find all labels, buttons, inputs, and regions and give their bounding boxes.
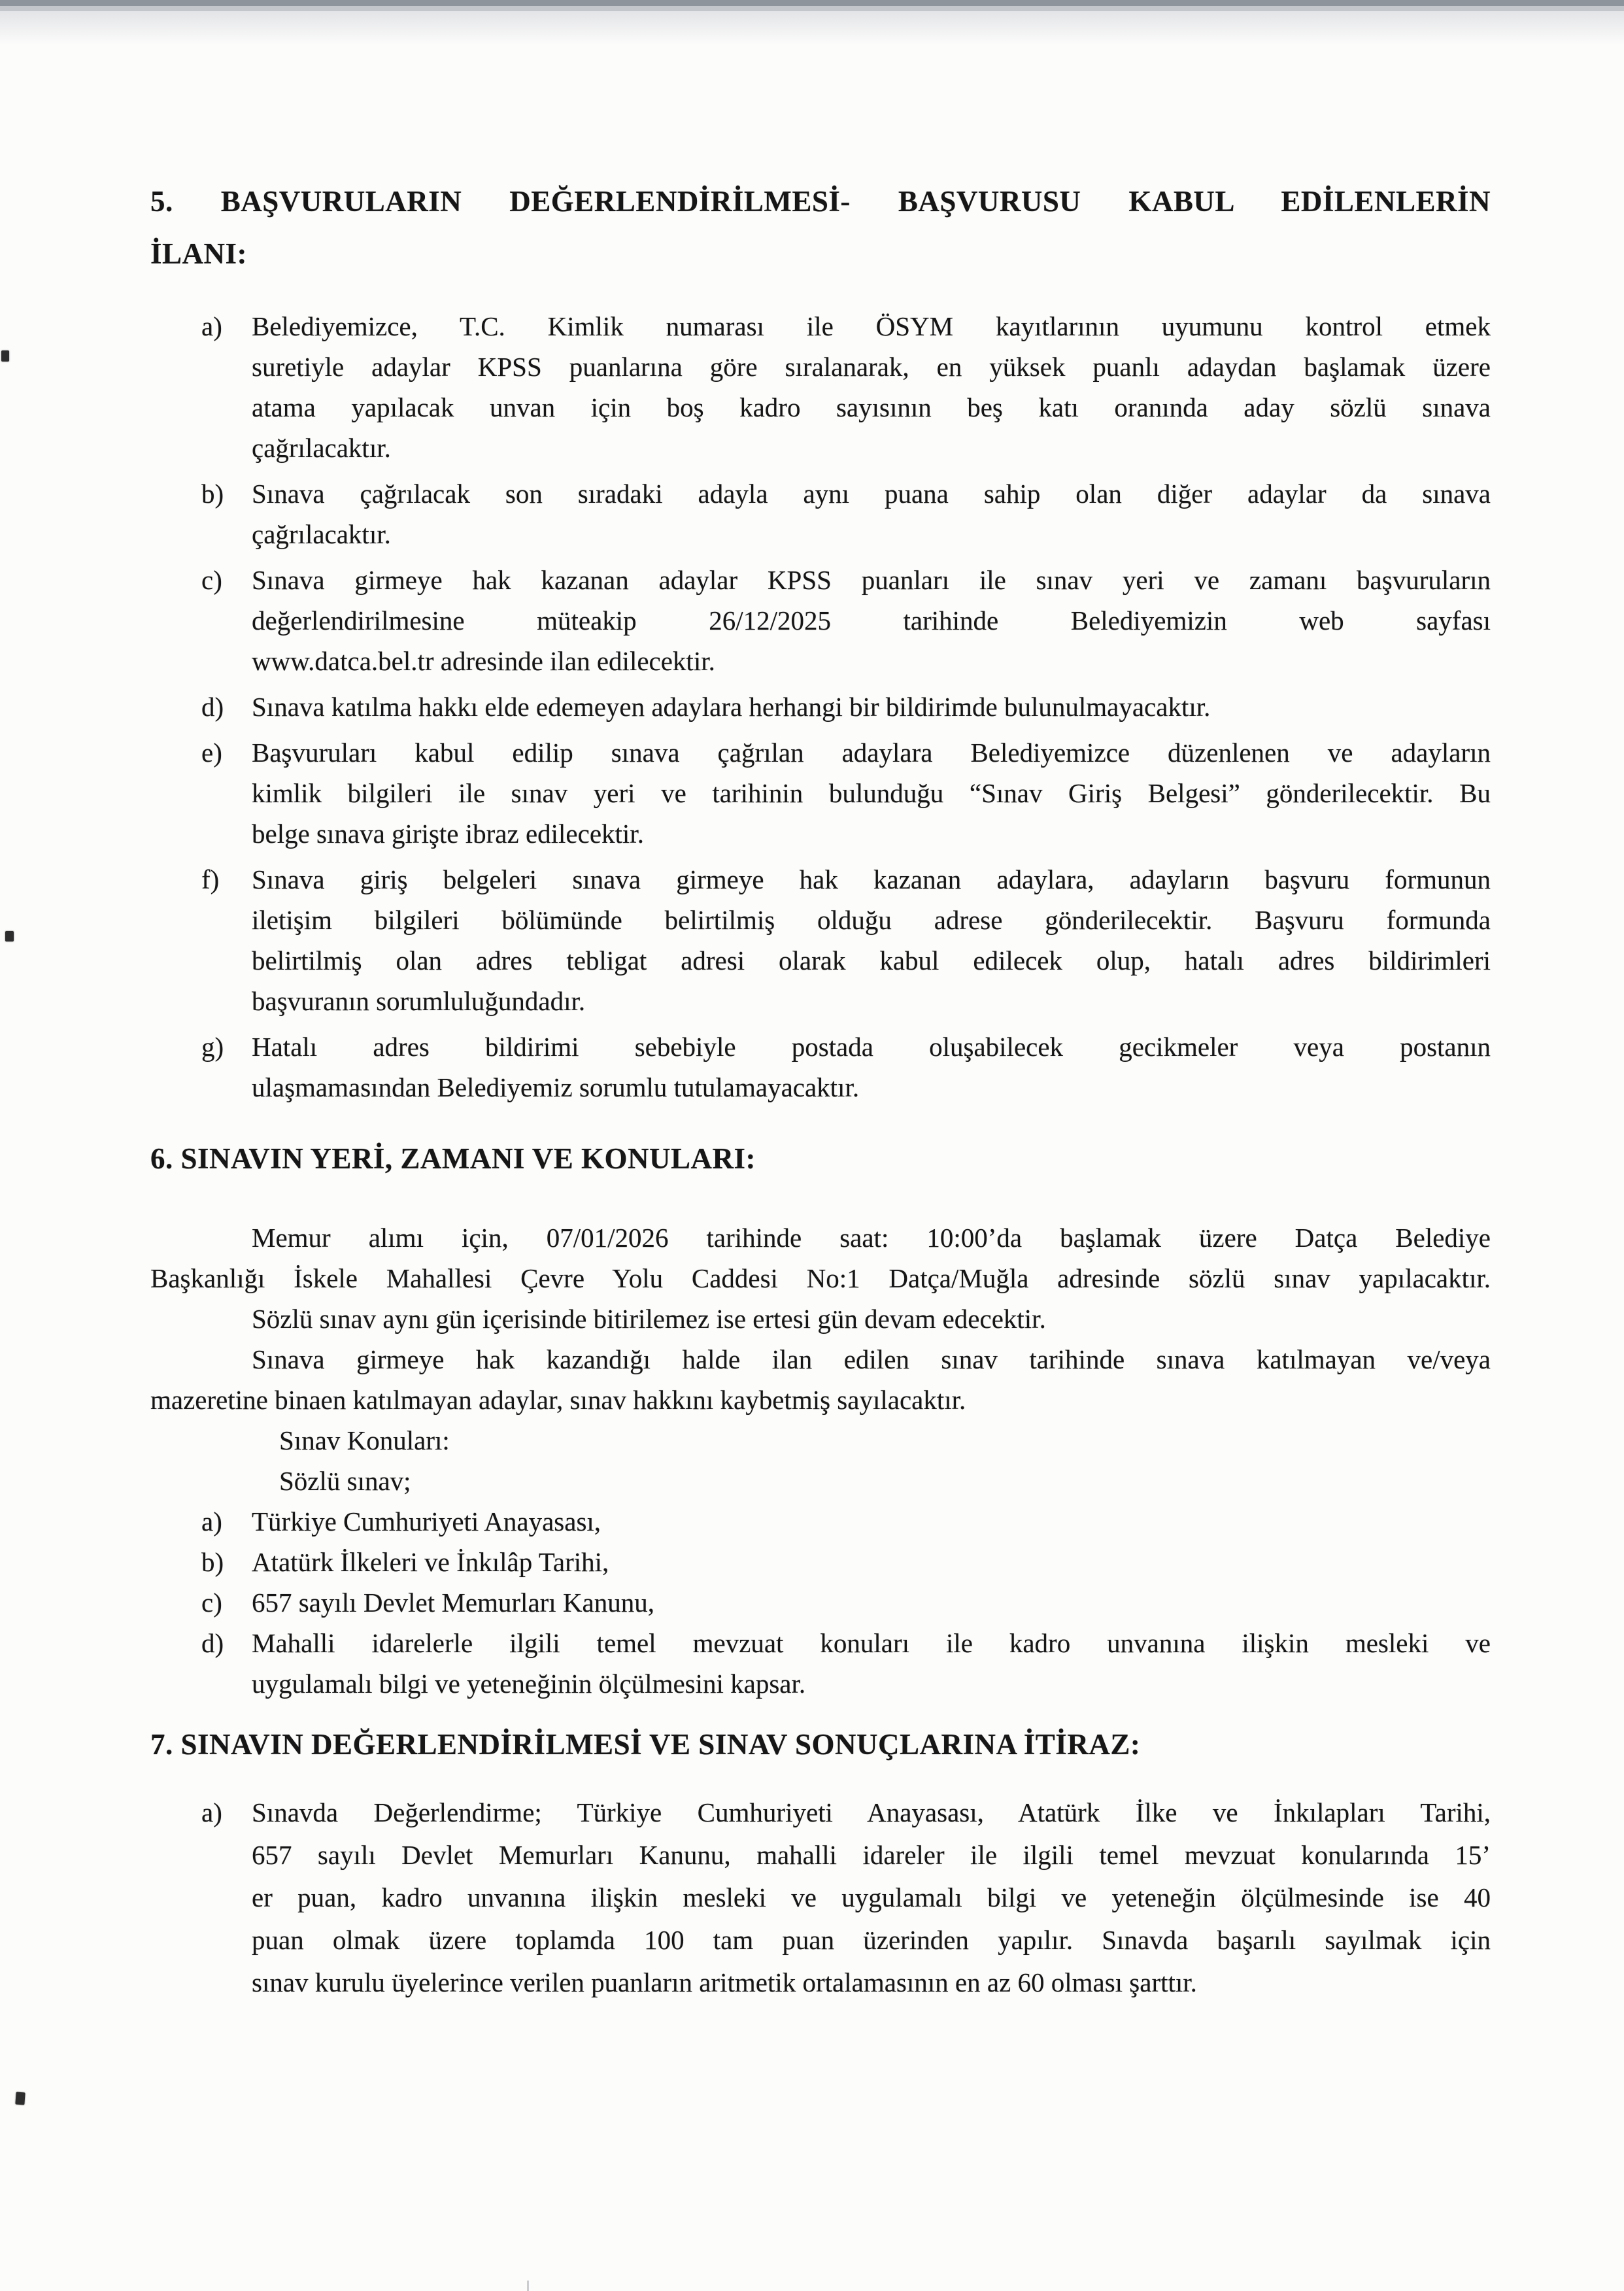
text-line: uygulamalı bilgi ve yeteneğinin ölçülmesini kapsar. — [252, 1669, 806, 1699]
list-item-d — [201, 687, 1491, 727]
text-line: er puan, kadro unvanına ilişkin mesleki ve uygulamalı bilgi ve yeteneğin ölçülmesinde ise 40 — [252, 1882, 1491, 1912]
section-applications-evaluation — [150, 175, 1491, 1108]
text-line: atama yapılacak unvan için boş kadro sayısının beş katı oranında aday sözlü sınava — [252, 392, 1491, 422]
section-6-heading: 6. SINAVIN YERİ, ZAMANI VE KONULARI: — [150, 1142, 756, 1175]
list-item-g — [201, 1027, 1491, 1108]
list-item-a — [201, 1791, 1491, 2004]
document-body — [150, 175, 1491, 2009]
section-exam-place-time-subjects — [150, 1113, 1491, 1704]
text-line: 657 sayılı Devlet Memurları Kanunu, — [252, 1587, 655, 1618]
item-label: a) — [201, 311, 222, 341]
text-line: iletişim bilgileri bölümünde belirtilmiş olduğu adrese gönderilecektir. Başvuru formunda — [252, 905, 1491, 935]
list-item-a — [201, 306, 1491, 468]
text-line: Sözlü sınav aynı gün içerisinde bitirilemez ise ertesi gün devam edecektir. — [252, 1304, 1046, 1334]
text-line: Hatalı adres bildirimi sebebiyle postada oluşabilecek gecikmeler veya postanın — [252, 1032, 1491, 1062]
paragraph — [150, 1217, 1491, 1298]
section-7-heading: 7. SINAVIN DEĞERLENDİRİLMESİ VE SINAV SONUÇLARINA İTİRAZ: — [150, 1728, 1141, 1761]
text-line: başvuranın sorumluluğundadır. — [252, 986, 586, 1016]
text-line: 657 sayılı Devlet Memurları Kanunu, mahalli idareler ile ilgili temel mevzuat konularında 15’ — [252, 1840, 1491, 1870]
list-item-c — [201, 1582, 1491, 1623]
section-exam-evaluation-objection — [150, 1704, 1491, 2004]
item-label: e) — [201, 738, 222, 768]
text-line: Sınava girmeye hak kazanan adaylar KPSS puanları ile sınav yeri ve zamanı başvuruların — [252, 565, 1491, 595]
text-line-website: www.datca.bel.tr adresinde ilan edilecektir. — [252, 646, 715, 676]
item-label: a) — [201, 1797, 222, 1827]
item-label: d) — [201, 1628, 224, 1658]
scanner-edge-band — [0, 0, 1624, 6]
text-line: değerlendirilmesine müteakip 26/12/2025 tarihinde Belediyemizin web sayfası — [252, 605, 1491, 636]
scan-speck — [5, 931, 14, 942]
text-line: kimlik bilgileri ile sınav yeri ve tarihinin bulunduğu “Sınav Giriş Belgesi” gönderilecektir. Bu — [252, 778, 1491, 808]
text-line: Belediyemizce, T.C. Kimlik numarası ile ÖSYM kayıtlarının uyumunu kontrol etmek — [252, 311, 1491, 341]
list-item-e — [201, 732, 1491, 854]
subheading-oral-exam: Sözlü sınav; — [279, 1466, 411, 1496]
list-item-c — [201, 560, 1491, 681]
list-item-a — [201, 1501, 1491, 1542]
text-line: sınav kurulu üyelerince verilen puanların aritmetik ortalamasının en az 60 olması şarttır. — [252, 1967, 1197, 1997]
paragraph — [150, 1298, 1491, 1339]
text-line: Mahalli idarelerle ilgili temel mevzuat konuları ile kadro unvanına ilişkin mesleki ve — [252, 1628, 1491, 1658]
text-line: Memur alımı için, 07/01/2026 tarihinde saat: 10:00’da başlamak üzere Datça Belediye — [252, 1223, 1491, 1253]
text-line: belge sınava girişte ibraz edilecektir. — [252, 819, 644, 849]
scanner-edge-fade — [0, 11, 1624, 45]
text-line: mazeretine binaen katılmayan adaylar, sınav hakkını kaybetmiş sayılacaktır. — [150, 1385, 966, 1415]
text-line: puan olmak üzere toplamda 100 tam puan üzerinden yapılır. Sınavda başarılı sayılmak için — [252, 1925, 1491, 1955]
section-5-heading-line-1: 5. BAŞVURULARIN DEĞERLENDİRİLMESİ- BAŞVURUSU KABUL EDİLENLERİN — [150, 185, 1491, 218]
list-item-b — [201, 473, 1491, 554]
text-line: çağrılacaktır. — [252, 519, 391, 549]
list-item-b — [201, 1542, 1491, 1582]
text-line: Atatürk İlkeleri ve İnkılâp Tarihi, — [252, 1547, 609, 1577]
text-line: Sınava çağrılacak son sıradaki adayla aynı puana sahip olan diğer adaylar da sınava — [252, 479, 1491, 509]
section-5-heading-line-2: İLANI: — [150, 237, 248, 270]
list-item-d — [201, 1623, 1491, 1704]
item-label: d) — [201, 692, 224, 722]
scanner-edge-band-light — [0, 6, 1624, 11]
text-line: Başkanlığı İskele Mahallesi Çevre Yolu Caddesi No:1 Datça/Muğla adresinde sözlü sınav yapılacaktır. — [150, 1263, 1491, 1293]
text-line: suretiyle adaylar KPSS puanlarına göre sıralanarak, en yüksek puanlı adaydan başlamak üzere — [252, 352, 1491, 382]
text-line: belirtilmiş olan adres tebligat adresi olarak kabul edilecek olup, hatalı adres bildirimleri — [252, 945, 1491, 976]
item-label: a) — [201, 1506, 222, 1536]
paragraph — [150, 1339, 1491, 1420]
text-line: çağrılacaktır. — [252, 433, 391, 463]
text-line: Sınava girmeye hak kazandığı halde ilan edilen sınav tarihinde sınava katılmayan ve/veya — [252, 1344, 1491, 1374]
text-line: Sınava katılma hakkı elde edemeyen adaylara herhangi bir bildirimde bulunulmayacaktır. — [252, 692, 1211, 722]
scan-speck — [15, 2092, 25, 2105]
scan-speck — [1, 350, 9, 362]
text-line: ulaşmamasından Belediyemiz sorumlu tutulamayacaktır. — [252, 1072, 860, 1102]
text-line: Sınava giriş belgeleri sınava girmeye hak kazanan adaylara, adayların başvuru formunun — [252, 864, 1491, 894]
text-line: Türkiye Cumhuriyeti Anayasası, — [252, 1506, 601, 1536]
item-label: f) — [201, 864, 220, 894]
list-item-f — [201, 859, 1491, 1021]
scan-scratch — [527, 2281, 529, 2291]
text-line: Sınavda Değerlendirme; Türkiye Cumhuriyeti Anayasası, Atatürk İlke ve İnkılapları Tarihi, — [252, 1797, 1491, 1827]
item-label: b) — [201, 479, 224, 509]
item-label: c) — [201, 565, 222, 595]
item-label: g) — [201, 1032, 224, 1062]
item-label: b) — [201, 1547, 224, 1577]
item-label: c) — [201, 1587, 222, 1618]
text-line: Başvuruları kabul edilip sınava çağrılan adaylara Belediyemizce düzenlenen ve adayların — [252, 738, 1491, 768]
subheading-exam-subjects: Sınav Konuları: — [279, 1425, 450, 1455]
